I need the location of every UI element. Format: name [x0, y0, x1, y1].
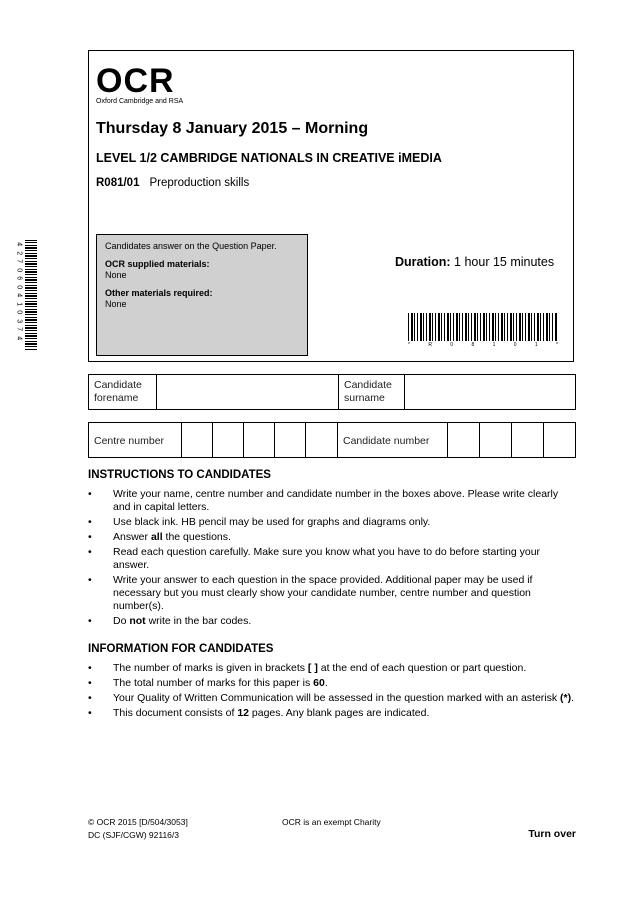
candidate-number-box[interactable]	[512, 423, 544, 457]
unit-code: R081/01	[96, 177, 140, 189]
information-item: • The total number of marks for this paper is 60.	[88, 677, 578, 690]
candidate-number-row	[88, 422, 576, 458]
duration	[395, 255, 554, 269]
information-heading: INFORMATION FOR CANDIDATES	[88, 643, 274, 655]
vbarcode-digit: 1	[15, 301, 23, 306]
candidate-name-row	[88, 374, 576, 410]
vbarcode-digit: 4	[15, 293, 23, 298]
instruction-item: • Use black ink. HB pencil may be used for graphs and diagrams only.	[88, 516, 578, 529]
vbarcode-digit: 7	[15, 259, 23, 264]
barcode-digit: 0	[513, 342, 517, 348]
instruction-item: • Read each question carefully. Make sure you know what you have to do before starting your answer.	[88, 546, 578, 572]
candidate-number-box[interactable]	[480, 423, 512, 457]
ocr-logo: OCR	[96, 62, 175, 100]
information-list	[88, 662, 578, 722]
centre-number-box[interactable]	[213, 423, 244, 457]
vbarcode-digit: 4	[15, 242, 23, 247]
barcode-digit: 0	[450, 342, 454, 348]
turn-over: Turn over	[528, 828, 576, 840]
materials-box	[96, 234, 308, 356]
instruction-item: • Answer all the questions.	[88, 531, 578, 544]
information-item: • This document consists of 12 pages. Any blank pages are indicated.	[88, 707, 578, 720]
vbarcode-digit: 0	[15, 284, 23, 289]
charity-note: OCR is an exempt Charity	[282, 817, 381, 827]
candidate-number-box[interactable]	[544, 423, 575, 457]
exam-date-title: Thursday 8 January 2015 – Morning	[96, 120, 369, 137]
logo-subtitle: Oxford Cambridge and RSA	[96, 98, 184, 105]
surname-label: Candidate surname	[339, 375, 405, 409]
barcode-digit: *	[408, 342, 410, 348]
instruction-item: • Write your answer to each question in the space provided. Additional paper may be used if necessary but you must clearly show your candidate number, centre number and question number(s).	[88, 574, 578, 613]
centre-number-label: Centre number	[89, 423, 182, 457]
information-item: • Your Quality of Written Communication will be assessed in the question marked with an asterisk (*).	[88, 692, 578, 705]
instruction-item: • Write your name, centre number and candidate number in the boxes above. Please write clearly and in capital letters.	[88, 488, 578, 514]
vertical-barcode-digits	[14, 240, 22, 342]
centre-number-box[interactable]	[244, 423, 275, 457]
centre-number-box[interactable]	[306, 423, 338, 457]
barcode-digit: *	[556, 342, 558, 348]
other-label: Other materials required:	[105, 288, 213, 298]
barcode-digit: 1	[534, 342, 538, 348]
vertical-barcode	[25, 240, 37, 350]
vbarcode-digit: 0	[15, 310, 23, 315]
centre-number-box[interactable]	[182, 423, 213, 457]
surname-field[interactable]	[405, 375, 575, 409]
vbarcode-digit: 6	[15, 276, 23, 281]
instructions-list	[88, 488, 578, 630]
vbarcode-digit: 4	[15, 335, 23, 340]
barcode-digit: 1	[492, 342, 496, 348]
forename-label: Candidate forename	[89, 375, 157, 409]
qualification-title: LEVEL 1/2 CAMBRIDGE NATIONALS IN CREATIVE iMEDIA	[96, 151, 442, 165]
duration-value: 1 hour 15 minutes	[454, 255, 555, 269]
barcode-digits	[408, 342, 558, 348]
vbarcode-digit: 2	[15, 250, 23, 255]
candidate-number-label: Candidate number	[338, 423, 448, 457]
other-value: None	[105, 299, 127, 309]
vbarcode-digit: 3	[15, 318, 23, 323]
document-code: DC (SJF/CGW) 92116/3	[88, 830, 180, 840]
materials-intro: Candidates answer on the Question Paper.	[105, 241, 277, 251]
supplied-label: OCR supplied materials:	[105, 259, 210, 269]
instruction-item: • Do not write in the bar codes.	[88, 615, 578, 628]
barcode-digit: 8	[471, 342, 475, 348]
instructions-heading: INSTRUCTIONS TO CANDIDATES	[88, 469, 271, 481]
information-item: • The number of marks is given in brackets [ ] at the end of each question or part question.	[88, 662, 578, 675]
forename-field[interactable]	[157, 375, 339, 409]
barcode-digit: R	[428, 342, 432, 348]
vbarcode-digit: 7	[15, 327, 23, 332]
centre-number-box[interactable]	[275, 423, 306, 457]
copyright: © OCR 2015 [D/504/3053]	[88, 817, 188, 827]
barcode	[408, 313, 558, 341]
candidate-number-box[interactable]	[448, 423, 480, 457]
vbarcode-digit: 0	[15, 267, 23, 272]
unit-title: Preproduction skills	[149, 177, 250, 189]
unit-code-line	[96, 177, 249, 189]
supplied-value: None	[105, 270, 127, 280]
duration-label: Duration:	[395, 255, 451, 269]
